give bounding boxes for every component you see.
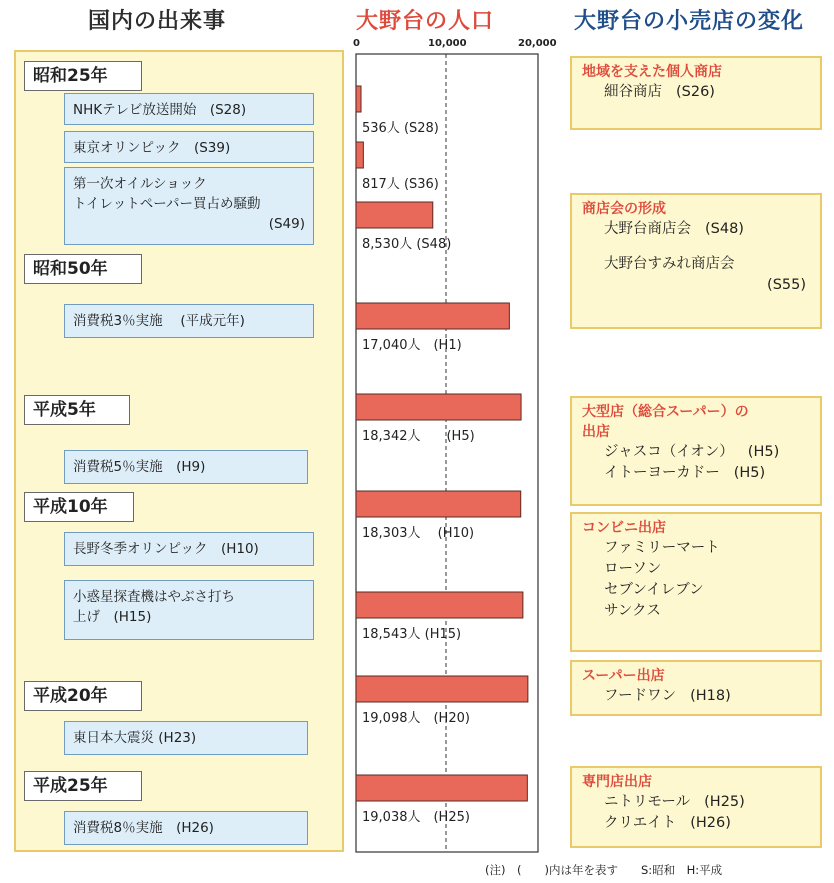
shops-header: 大野台の小売店の変化 xyxy=(574,9,805,34)
shop-item: フードワン (H18) xyxy=(604,688,731,704)
shop-item: サンクス xyxy=(604,603,661,619)
shop-box xyxy=(570,766,822,848)
event-box xyxy=(64,131,314,163)
shop-title: 商店会の形成 xyxy=(582,201,666,217)
shop-item: 大野台すみれ商店会 xyxy=(604,256,735,272)
population-bar xyxy=(356,303,509,329)
bar-data-label: 17,040人 (H1) xyxy=(362,338,462,353)
event-text: 消費税3％実施 (平成元年) xyxy=(73,313,245,329)
population-chart-svg xyxy=(352,50,542,856)
shop-item: ジャスコ（イオン） (H5) xyxy=(604,444,780,460)
era-label: 平成5年 xyxy=(24,395,130,425)
event-text: 第一次オイルショック xyxy=(73,176,207,192)
event-text: 消費税5％実施 (H9) xyxy=(73,459,206,475)
population-bar xyxy=(356,775,527,801)
era-label: 平成10年 xyxy=(24,492,134,522)
era-label: 昭和25年 xyxy=(24,61,142,91)
event-text: NHKテレビ放送開始 (S28) xyxy=(73,102,247,118)
event-box xyxy=(64,811,308,845)
bar-data-label: 8,530人 (S48) xyxy=(362,237,452,252)
population-bar xyxy=(356,142,363,168)
bar-data-label: 18,303人 (H10) xyxy=(362,526,475,541)
bar-data-label: 19,038人 (H25) xyxy=(362,810,470,825)
shop-title: 出店 xyxy=(582,424,610,440)
event-box xyxy=(64,167,314,245)
shop-title: 地域を支えた個人商店 xyxy=(582,64,722,80)
population-bar xyxy=(356,592,523,618)
event-text: 東日本大震災 (H23) xyxy=(73,730,197,746)
x-tick-label: 10,000 xyxy=(428,38,467,49)
bar-data-label: 536人 (S28) xyxy=(362,121,439,136)
shop-box xyxy=(570,512,822,652)
era-label: 平成20年 xyxy=(24,681,142,711)
event-year: (S49) xyxy=(268,216,305,232)
shop-item: イトーヨーカドー (H5) xyxy=(604,465,766,481)
event-box xyxy=(64,304,314,338)
era-label: 昭和50年 xyxy=(24,254,142,284)
chart-frame xyxy=(356,54,538,852)
shop-item: セブンイレブン xyxy=(604,582,704,598)
event-box xyxy=(64,450,308,484)
shop-box xyxy=(570,396,822,506)
event-text: 東京オリンピック (S39) xyxy=(73,140,231,156)
bar-data-label: 817人 (S36) xyxy=(362,177,439,192)
population-bar xyxy=(356,86,361,112)
event-text: 小惑星探査機はやぶさ打ち xyxy=(73,589,235,605)
population-header: 大野台の人口 xyxy=(356,9,495,34)
bar-data-label: 18,543人 (H15) xyxy=(362,627,462,642)
event-box xyxy=(64,721,308,755)
shop-title: 専門店出店 xyxy=(582,774,652,790)
shop-item: 細谷商店 (S26) xyxy=(604,84,715,100)
shop-box xyxy=(570,56,822,130)
event-box xyxy=(64,580,314,640)
shop-title: コンビニ出店 xyxy=(582,520,666,536)
shop-item: クリエイト (H26) xyxy=(604,815,731,831)
population-bar xyxy=(356,491,521,517)
era-label: 平成25年 xyxy=(24,771,142,801)
shop-item: ファミリーマート xyxy=(604,540,720,556)
events-header: 国内の出来事 xyxy=(88,9,227,34)
x-tick-label: 20,000 xyxy=(518,38,557,49)
bar-data-label: 19,098人 (H20) xyxy=(362,711,470,726)
event-box xyxy=(64,93,314,125)
shop-box xyxy=(570,660,822,716)
footnote: (注) ( )内は年を表す S:昭和 H:平成 xyxy=(485,863,723,877)
x-tick-label: 0 xyxy=(353,38,360,49)
shop-box xyxy=(570,193,822,329)
event-text: トイレットペーパー買占め騒動 xyxy=(73,196,261,212)
shop-item: 大野台商店会 (S48) xyxy=(604,221,744,237)
bar-data-label: 18,342人 (H5) xyxy=(362,429,475,444)
shop-title: スーパー出店 xyxy=(582,668,665,684)
event-text: 消費税8％実施 (H26) xyxy=(73,820,214,836)
population-chart xyxy=(352,50,542,856)
events-panel xyxy=(14,50,344,852)
shop-item: ニトリモール (H25) xyxy=(604,794,745,810)
shop-item: ローソン xyxy=(604,561,662,577)
event-text: 上げ (H15) xyxy=(73,609,152,625)
population-bar xyxy=(356,676,528,702)
population-bar xyxy=(356,394,521,420)
shop-item-year: (S55) xyxy=(767,277,806,293)
event-box xyxy=(64,532,314,566)
event-text: 長野冬季オリンピック (H10) xyxy=(73,541,259,557)
population-bar xyxy=(356,202,433,228)
shop-title: 大型店（総合スーパー）の xyxy=(582,404,749,420)
